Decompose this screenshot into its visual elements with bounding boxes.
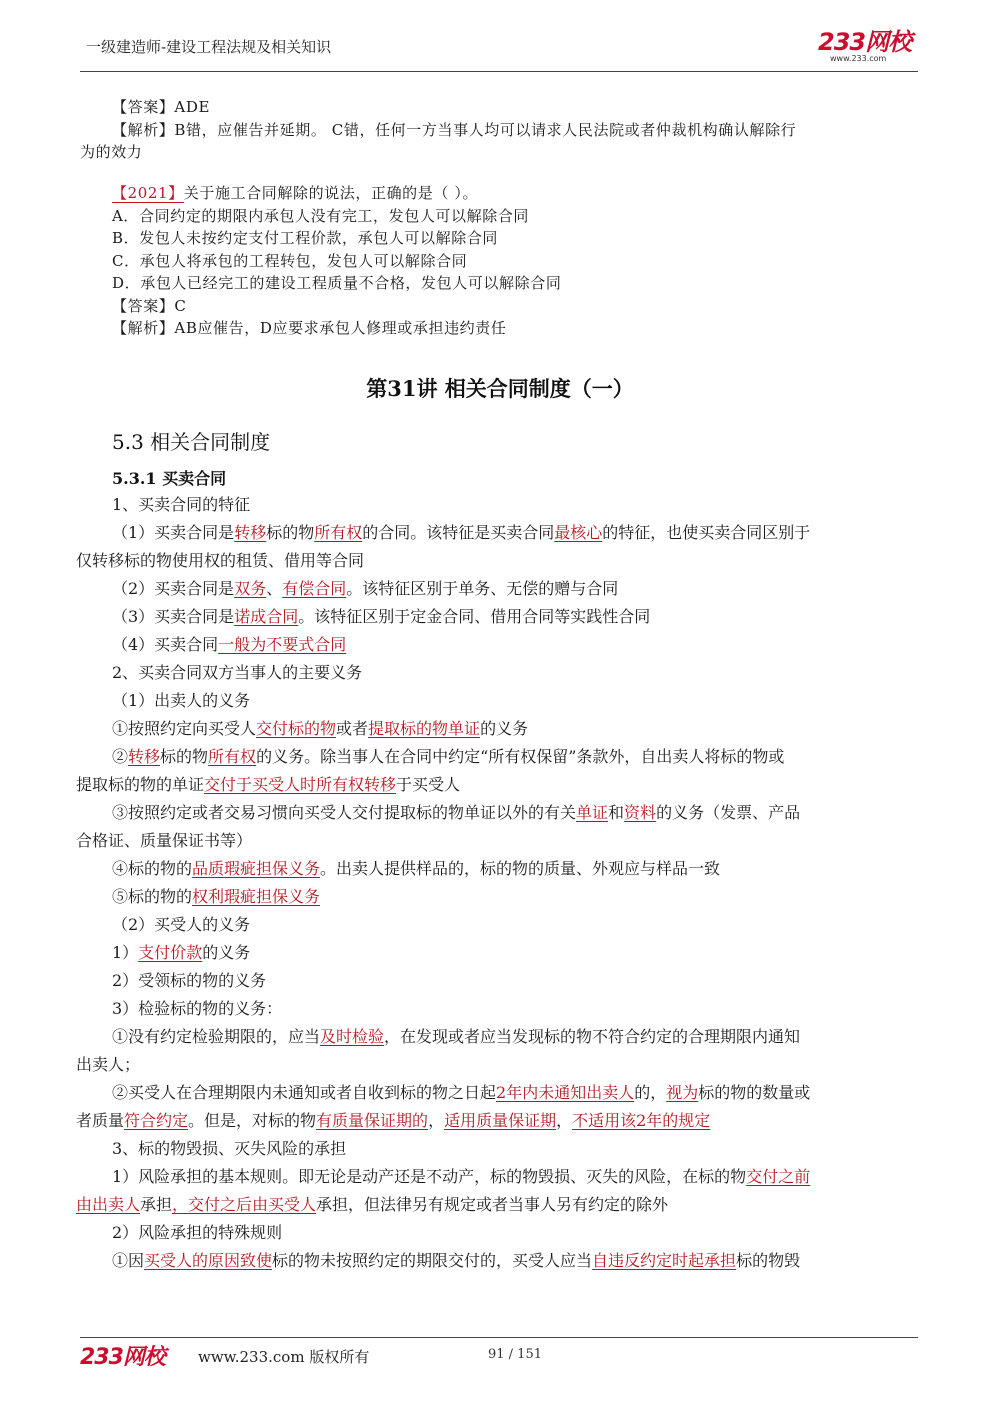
paragraph-line: ⑤标的物的权利瑕疵担保义务 <box>112 887 321 906</box>
key-term: 买受人的原因致使 <box>144 1251 273 1270</box>
brand-logo-url: www.233.com <box>830 54 887 63</box>
key-term: 提取标的物单证 <box>368 719 481 738</box>
question-2-block <box>80 182 925 340</box>
brand-logo <box>818 30 918 63</box>
footer-divider <box>80 1337 918 1338</box>
key-term: 资料 <box>624 803 657 822</box>
key-term: 品质瑕疵担保义务 <box>192 859 321 878</box>
paragraph-line: 出卖人； <box>76 1055 141 1074</box>
paragraph-line: 由出卖人承担，交付之后由买受人承担，但法律另有规定或者当事人另有约定的除外 <box>76 1195 669 1214</box>
analysis-line: 【解析】B错，应催告并延期。 C错，任何一方当事人均可以请求人民法院或者仲裁机构确认解除行 <box>112 120 797 139</box>
paragraph-line: 2）风险承担的特殊规则 <box>112 1223 283 1242</box>
paragraph-line: 者质量符合约定。但是，对标的物有质量保证期的，适用质量保证期，不适用该2年的规定 <box>76 1111 711 1130</box>
question-text: 关于施工合同解除的说法，正确的是（ ）。 <box>183 184 479 202</box>
option-b: B．发包人未按约定支付工程价款，承包人可以解除合同 <box>112 229 499 247</box>
footer-copyright: www.233.com 版权所有 <box>198 1348 370 1366</box>
key-term: 不适用该2年的规定 <box>572 1111 711 1130</box>
paragraph-line: 仅转移标的物使用权的租赁、借用等合同 <box>76 551 365 570</box>
key-term: 单证 <box>576 803 609 822</box>
analysis-line: 【解析】AB应催告，D应要求承包人修理或承担违约责任 <box>112 319 507 337</box>
analysis-line: 为的效力 <box>80 143 143 161</box>
subsection-title: 5.3.1 买卖合同 <box>112 469 227 488</box>
key-term: 适用质量保证期 <box>444 1111 557 1130</box>
heading-line: 2、买卖合同双方当事人的主要义务 <box>112 663 363 682</box>
answer-line: 【答案】ADE <box>112 98 211 116</box>
answer-line: 【答案】C <box>112 296 187 315</box>
question-stem <box>80 182 925 205</box>
paragraph-line: ②买受人在合理期限内未通知或者自收到标的物之日起2年内未通知出卖人的，视为标的物的数量或 <box>112 1083 811 1102</box>
key-term: 及时检验 <box>320 1027 385 1046</box>
paragraph-line: 2）受领标的物的义务 <box>112 971 267 990</box>
paragraph-line: （1）买卖合同是转移标的物所有权的合同。该特征是买卖合同最核心的特征，也使买卖合同区别于 <box>112 523 811 542</box>
key-term: 自违反约定时起承担 <box>592 1251 737 1270</box>
key-term: 视为 <box>666 1083 699 1102</box>
paragraph-line: ①因买受人的原因致使标的物未按照约定的期限交付的，买受人应当自违反约定时起承担标的物毁 <box>112 1251 801 1270</box>
footer-logo: 233网校 <box>80 1345 165 1370</box>
section-title: 5.3 相关合同制度 <box>112 430 271 454</box>
key-term: ，交付之后由买受人 <box>172 1195 317 1214</box>
option-a: A．合同约定的期限内承包人没有完工，发包人可以解除合同 <box>112 206 530 225</box>
option-d: D．承包人已经完工的建设工程质量不合格，发包人可以解除合同 <box>112 274 562 292</box>
heading-line: 3、标的物毁损、灭失风险的承担 <box>112 1139 347 1158</box>
key-term: 权利瑕疵担保义务 <box>192 887 321 906</box>
key-term: 2年内未通知出卖人 <box>496 1083 635 1102</box>
year-tag: 【2021】 <box>112 184 184 202</box>
key-term: 最核心 <box>554 523 603 542</box>
paragraph-line: （2）买卖合同是双务、有偿合同。该特征区别于单务、无偿的赠与合同 <box>112 579 619 598</box>
body-text <box>76 491 936 1275</box>
question-1-answer-block <box>80 96 925 164</box>
key-term: 符合约定 <box>124 1111 189 1130</box>
paragraph-line: （3）买卖合同是诺成合同。该特征区别于定金合同、借用合同等实践性合同 <box>112 607 651 626</box>
lecture-title: 第31讲 相关合同制度（一） <box>366 376 634 401</box>
key-term: 由出卖人 <box>76 1195 141 1214</box>
heading-line: 1、买卖合同的特征 <box>112 495 251 514</box>
paragraph-line: 1）风险承担的基本规则。即无论是动产还是不动产，标的物毁损、灭失的风险，在标的物交付之前 <box>112 1167 811 1186</box>
key-term: 双务 <box>234 579 267 598</box>
option-c: C．承包人将承包的工程转包，发包人可以解除合同 <box>112 251 468 270</box>
key-term: 有偿合同 <box>282 579 347 598</box>
paragraph-line: ④标的物的品质瑕疵担保义务。出卖人提供样品的，标的物的质量、外观应与样品一致 <box>112 859 721 878</box>
key-term: 交付标的物 <box>256 719 337 738</box>
paragraph-line: 1）支付价款的义务 <box>112 943 251 962</box>
heading-line: （2）买受人的义务 <box>112 915 251 934</box>
key-term: 转移 <box>128 747 161 766</box>
paragraph-line: 3）检验标的物的义务： <box>112 999 283 1018</box>
paragraph-line: 提取标的物的单证交付于买受人时所有权转移于买受人 <box>76 775 461 794</box>
key-term: 转移 <box>234 523 267 542</box>
paragraph-line: ①按照约定向买受人交付标的物或者提取标的物单证的义务 <box>112 719 529 738</box>
key-term: 支付价款 <box>138 943 203 962</box>
heading-line: （1）出卖人的义务 <box>112 691 251 710</box>
key-term: 所有权 <box>208 747 257 766</box>
document-header-title: 一级建造师-建设工程法规及相关知识 <box>86 38 332 56</box>
brand-logo-text: 233网校 <box>818 28 912 56</box>
key-term: 诺成合同 <box>234 607 299 626</box>
key-term: 交付之前 <box>746 1167 811 1186</box>
paragraph-line: 合格证、质量保证书等） <box>76 831 253 850</box>
paragraph-line: ①没有约定检验期限的，应当及时检验，在发现或者应当发现标的物不符合约定的合理期限内通知 <box>112 1027 801 1046</box>
paragraph-line: ③按照约定或者交易习惯向买受人交付提取标的物单证以外的有关单证和资料的义务（发票、产品 <box>112 803 801 822</box>
header-divider <box>80 71 918 72</box>
key-term: 交付于买受人时所有权转移 <box>204 775 397 794</box>
key-term: 所有权 <box>314 523 363 542</box>
paragraph-line: ②转移标的物所有权的义务。除当事人在合同中约定“所有权保留”条款外，自出卖人将标的物或 <box>112 747 785 766</box>
key-term: 一般为不要式合同 <box>218 635 347 654</box>
paragraph-line: （4）买卖合同一般为不要式合同 <box>112 635 347 654</box>
page-number: 91 / 151 <box>488 1347 542 1362</box>
key-term: 有质量保证期的 <box>316 1111 429 1130</box>
